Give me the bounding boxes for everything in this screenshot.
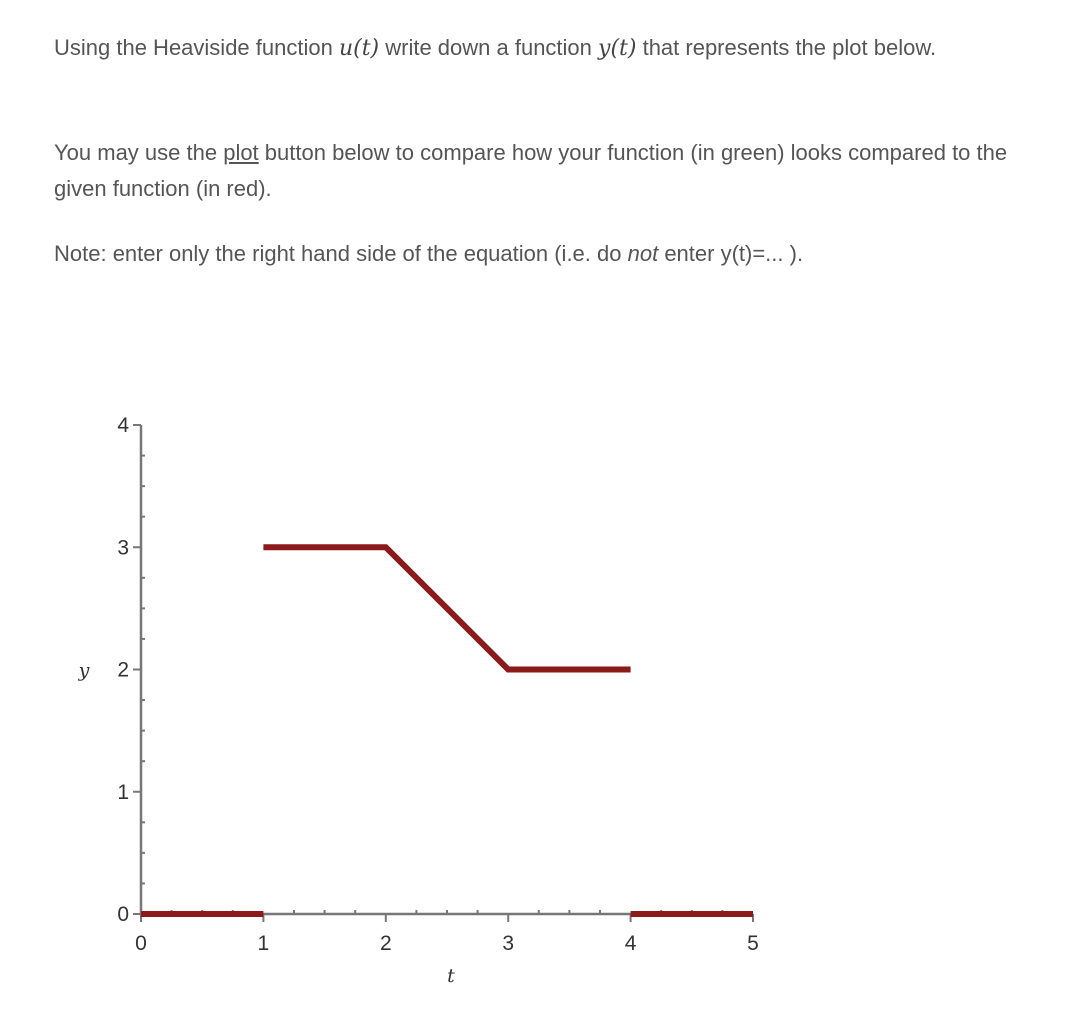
series — [141, 547, 753, 914]
y-tick-label: 1 — [117, 780, 129, 804]
question-text: enter y(t)=... ). — [658, 241, 804, 266]
question-paragraph-2 — [54, 135, 1034, 207]
question-text: write down a function — [379, 35, 599, 60]
question-text: button below to compare how your function (in green) looks compared to the given function (in red). — [54, 140, 1008, 201]
x-tick-label: 5 — [747, 932, 759, 955]
question-paragraph-1 — [54, 30, 1034, 67]
math-u-of-t: u(t) — [338, 36, 380, 61]
question-text: that represents the plot below. — [636, 35, 937, 60]
series-line-segment-2 — [263, 547, 630, 669]
math-y-of-t: y(t) — [598, 36, 637, 61]
labels — [78, 414, 759, 987]
question-paragraph-3 — [54, 236, 1034, 272]
emphasis-not: not — [627, 241, 659, 266]
x-tick-label: 3 — [502, 932, 515, 955]
y-tick-label: 2 — [117, 658, 129, 682]
question-text: You may use the — [54, 140, 224, 165]
x-tick-label: 2 — [379, 932, 392, 955]
plot-chart — [0, 400, 820, 1000]
y-tick-label: 3 — [117, 536, 129, 560]
x-tick-label: 4 — [624, 932, 637, 955]
x-tick-label: 0 — [135, 932, 147, 955]
y-tick-label: 4 — [117, 414, 129, 437]
y-axis-title: y — [78, 659, 90, 682]
question-text: Using the Heaviside function — [54, 35, 339, 60]
y-tick-label: 0 — [117, 903, 129, 926]
axes — [133, 425, 753, 922]
question-text: Note: enter only the right hand side of the equation (i.e. do — [54, 241, 628, 266]
x-tick-label: 1 — [257, 932, 270, 955]
x-axis-title: t — [447, 965, 455, 987]
plot-link[interactable]: plot — [223, 140, 259, 165]
